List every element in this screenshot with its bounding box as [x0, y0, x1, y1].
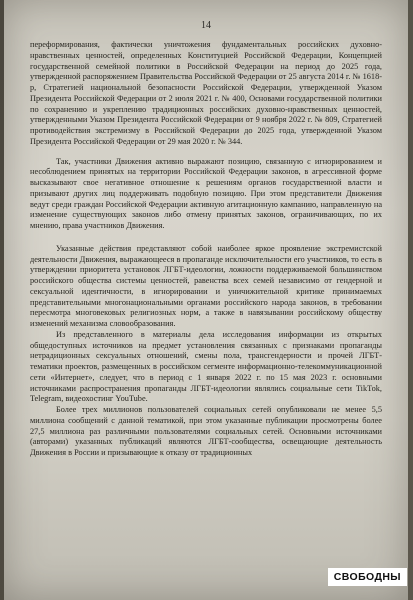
- paragraph-4: Из представленного в материалы дела исследования информации из открытых общедоступных источников на предмет установления связанных с признаками пропаганды нетрадиционных сексуальных отношений, смены пола, трансгендерности и прочей ЛГБТ-тематики проектов, размещенных в российском сегменте информационно-телекоммуникационной сети «Интернет», следует, что в период с 1 января 2022 г. по 15 мая 2023 г. основными источниками распространения пропаганды ЛГБТ-идеологии являлись социальные сети TikTok, Telegram, видеохостинг YouTube.: [30, 329, 382, 404]
- page-number: 14: [201, 20, 211, 31]
- paragraph-1: переформирования, фактически уничтожения фундаментальных российских духовно-нравственных ценностей, определенных Конституцией Российской Федерации, Концепцией государственной семейной политики в Российской Федерации на период до 2025 года, утвержденной распоряжением Правительства Российской Федерации от 25 августа 2014 г. № 1618-р, Стратегией национальной безопасности Российской Федерации, утвержденной Указом Президента Российской Федерации от 2 июля 2021 г. № 400, Основами государственной политики по сохранению и укреплению традиционных российских духовно-нравственных ценностей, утвержденными Указом Президента Российской Федерации от 9 ноября 2022 г. № 809, Стратегией противодействия экстремизму в Российской Федерации до 2025 года, утвержденной Указом Президента Российской Федерации от 29 мая 2020 г. № 344.: [30, 40, 382, 146]
- paragraph-2: Так, участники Движения активно выражают позицию, связанную с игнорированием и несоблюдением принятых на территории Российской Федерации законов, в агрессивной форме высказывают свое негативное отношение к решениям органов государственной власти и призывают других лиц поддерживать подобную позицию. При этом представители Движения ведут среди граждан Российской Федерации активную агитационную кампанию, направленную на изменение существующих законов либо отмену принятых законов, ограничивающих, по их мнению, права участников Движения.: [30, 156, 382, 230]
- paragraph-5: Более трех миллионов пользователей социальных сетей опубликовали не менее 5,5 миллиона сообщений с данной тематикой, при этом указанные публикации просмотрены более 27,5 миллиона раз различными пользователями социальных сетей. Основными источниками (авторами) указанных публикаций являются ЛГБТ-сообщества, освещающие деятельность Движения в России и призывающие к отказу от традиционных: [30, 405, 382, 457]
- document-page: [4, 0, 408, 600]
- paragraph-3: Указанные действия представляют собой наиболее яркое проявление экстремистской деятельности Движения, выражающееся в пропаганде исключительности его участников, то есть в утверждении приоритета установок ЛГБТ-идеологии, ложности поддерживаемой большинством российского общества системы ценностей, равенства всех семей независимо от гендерной и сексуальной идентичности, в игнорировании и уничижительной критике принимаемых представительными многонациональными органами российского народа законов, в требовании пересмотра многовековых религиозных норм, а также в навязывании российскому обществу изменений механизма словообразования.: [30, 243, 382, 328]
- document-body: [30, 40, 382, 459]
- watermark-logo: СВОБОДНЫ: [328, 568, 407, 586]
